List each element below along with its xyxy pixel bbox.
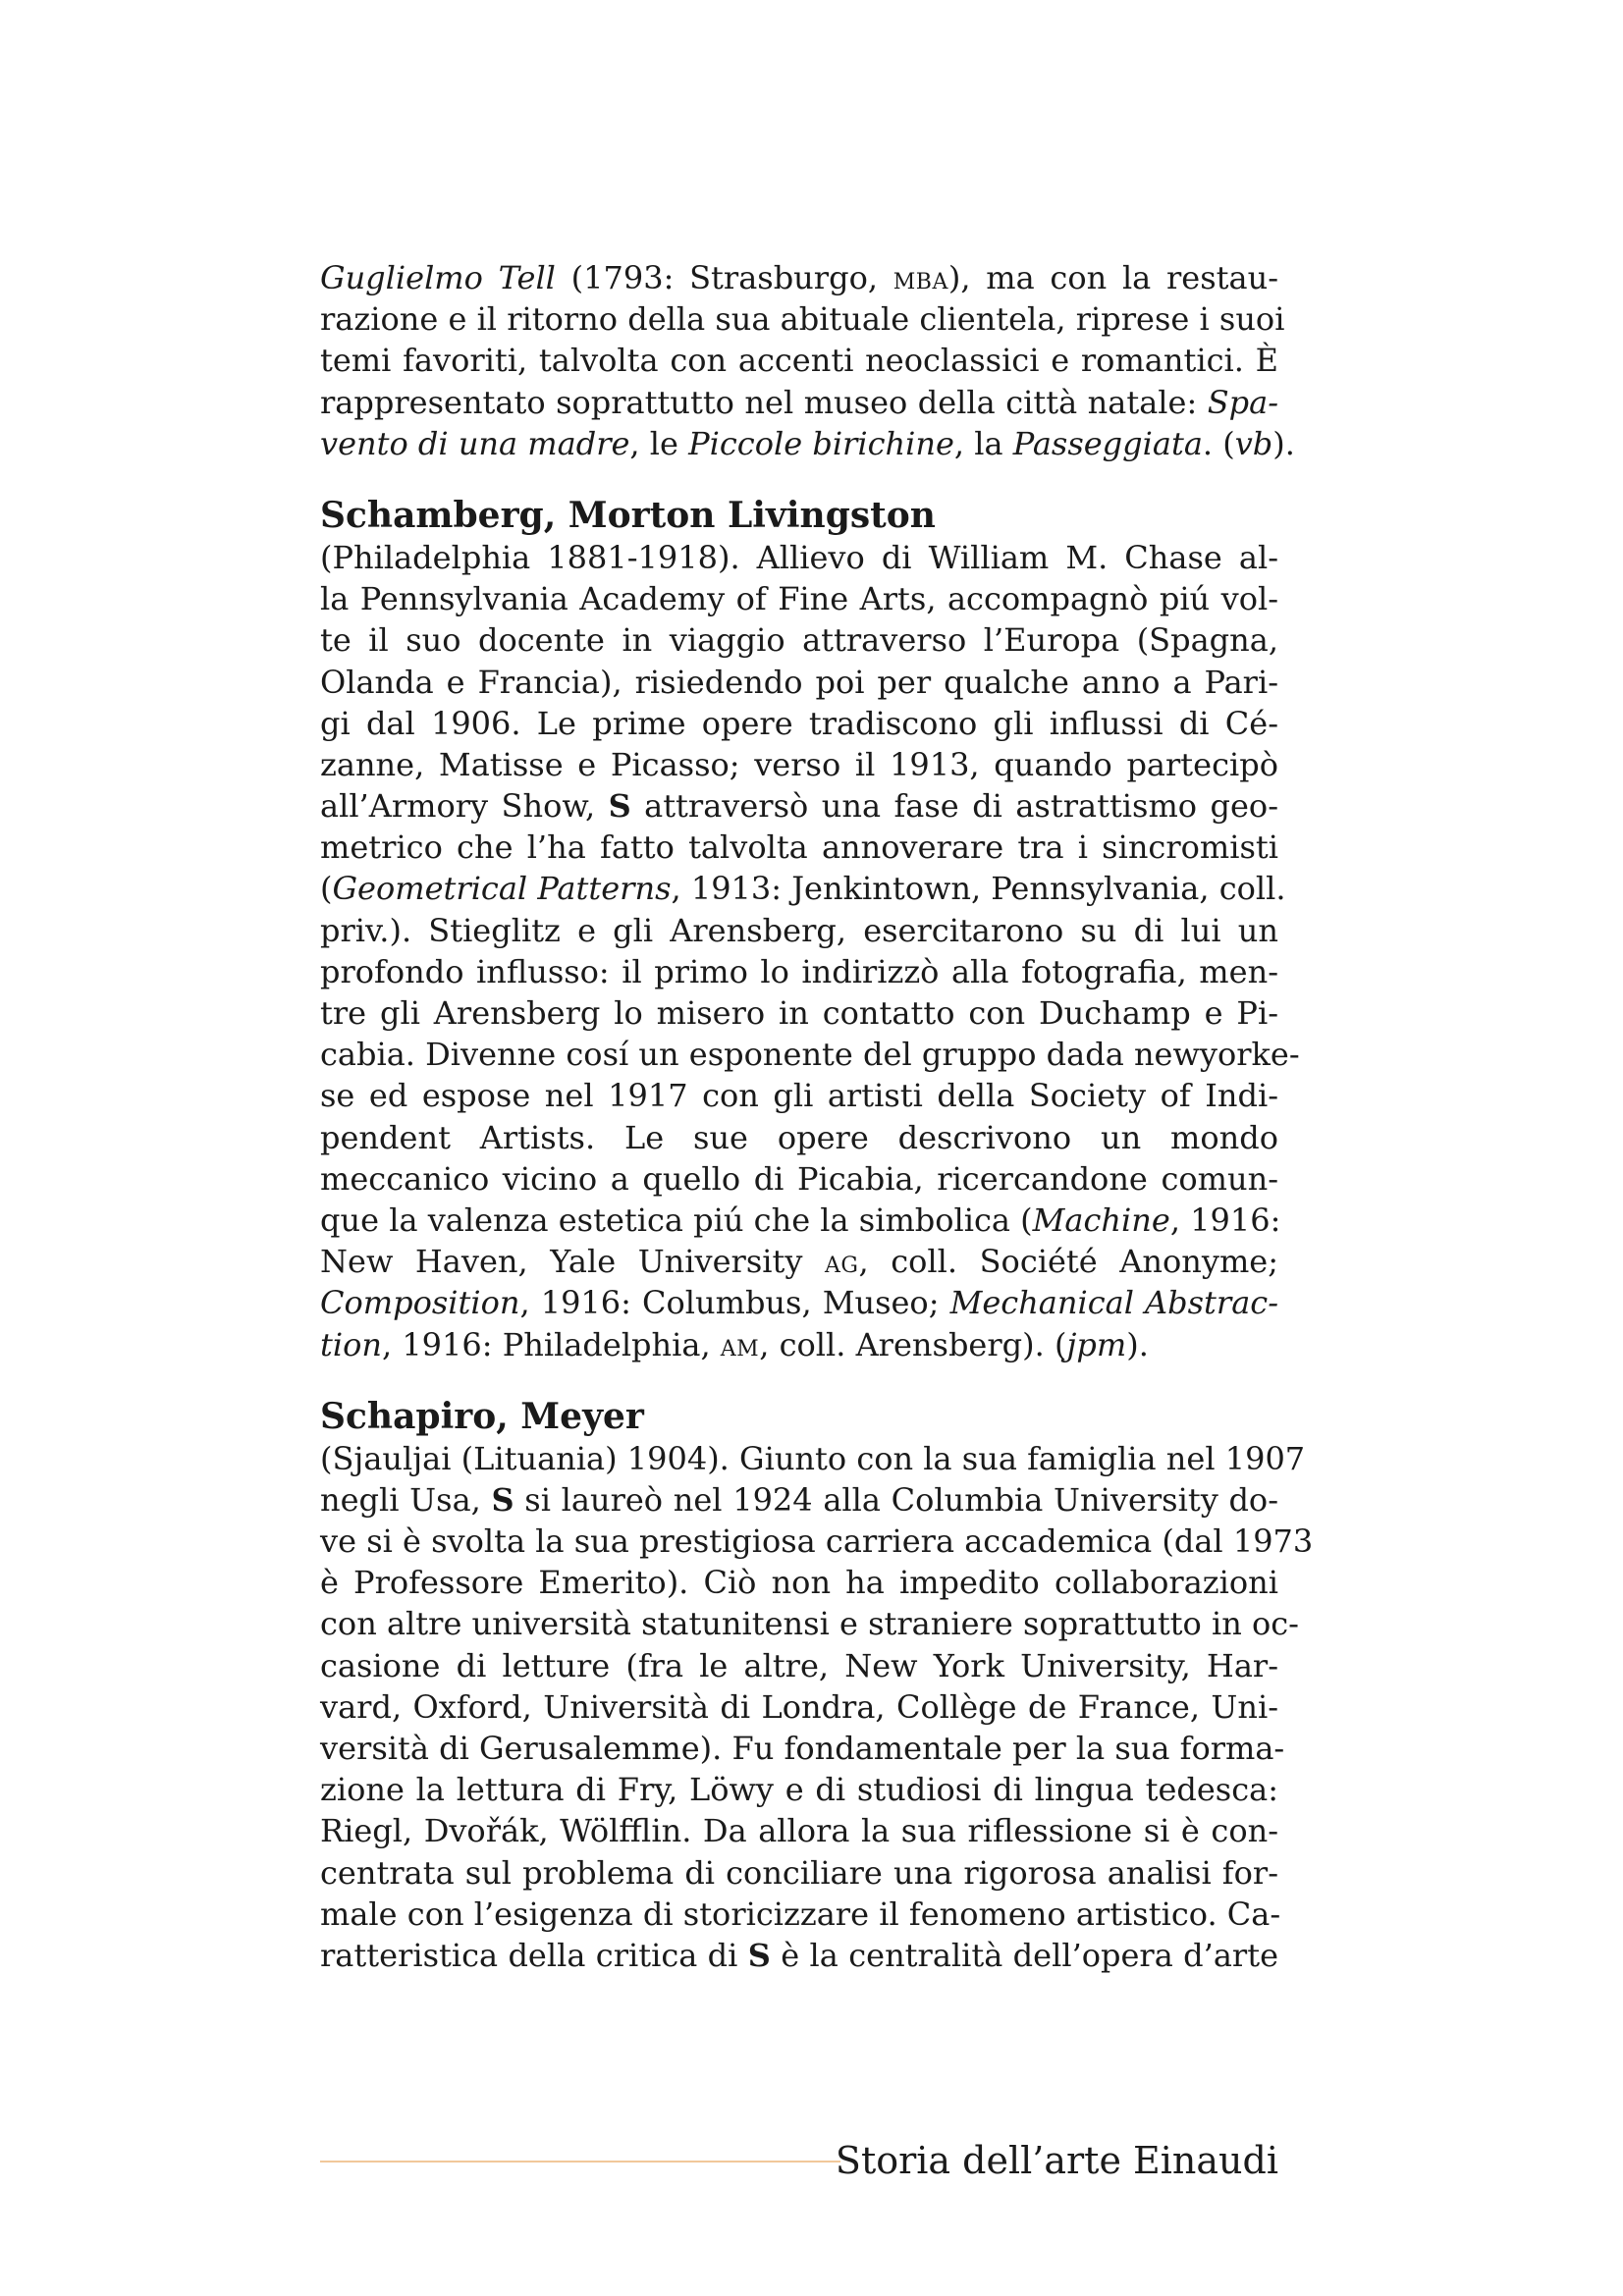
museum-abbrev: mba <box>893 259 948 296</box>
text-line: pendent Artists. Le sue opere descrivono un mondo <box>320 1118 1278 1156</box>
artwork-title: Geometrical Patterns <box>332 870 672 908</box>
text-line: centrata sul problema di conciliare una rigorosa analisi for- <box>320 1853 1278 1892</box>
artwork-title: Guglielmo Tell <box>320 259 556 296</box>
text-line: la Pennsylvania Academy of Fine Arts, accompagnò piú vol- <box>320 580 1278 618</box>
text-line: priv.). Stieglitz e gli Arensberg, esercitarono su di lui un <box>320 911 1278 949</box>
museum-abbrev: am <box>720 1325 760 1363</box>
text-line: casione di letture (fra le altre, New York University, Har- <box>320 1646 1278 1684</box>
text-line: tre gli Arensberg lo misero in contatto con Duchamp e Pi- <box>320 994 1278 1032</box>
author-initials: vb <box>1234 424 1273 462</box>
text-line: meccanico vicino a quello di Picabia, ricercandone comun- <box>320 1159 1278 1198</box>
text-line: tion, 1916: Philadelphia, am, coll. Arensberg). (jpm). <box>320 1325 1149 1363</box>
text-line: profondo influsso: il primo lo indirizzò alla fotografia, men- <box>320 952 1278 990</box>
text-line: ve si è svolta la sua prestigiosa carriera accademica (dal 1973 <box>320 1522 1314 1561</box>
text-line: ratteristica della critica di S è la centralità dell’opera d’arte <box>320 1936 1279 1974</box>
artwork-title: Passeggiata <box>1012 424 1203 462</box>
artwork-title: Machine <box>1032 1201 1170 1239</box>
artwork-title: tion <box>320 1325 382 1363</box>
page-body <box>320 257 1314 1976</box>
intro-paragraph <box>320 257 1295 464</box>
subject-abbrev: S <box>491 1480 514 1519</box>
text-line: metrico che l’ha fatto talvolta annoverare tra i sincromisti <box>320 828 1278 867</box>
entry-heading: Schamberg, Morton Livingston <box>320 494 936 536</box>
text-line: temi favoriti, talvolta con accenti neoclassici e romantici. È <box>320 342 1278 380</box>
artwork-title: vento di una madre <box>320 424 630 462</box>
text-line: male con l’esigenza di storicizzare il fenomeno artistico. Ca- <box>320 1895 1281 1933</box>
text-line: cabia. Divenne cosí un esponente del gruppo dada newyorke- <box>320 1036 1300 1074</box>
text-line: versità di Gerusalemme). Fu fondamentale per la sua forma- <box>320 1730 1285 1767</box>
entry-heading: Schapiro, Meyer <box>320 1395 644 1437</box>
text-line: all’Armory Show, S attraversò una fase di astrattismo geo- <box>320 787 1279 826</box>
artwork-title: Mechanical Abstrac- <box>949 1284 1279 1322</box>
artwork-title: Spa- <box>1207 383 1278 421</box>
text-line: New Haven, Yale University ag, coll. Société Anonyme; <box>320 1243 1279 1281</box>
text-line: que la valenza estetica piú che la simbolica (Machine, 1916: <box>320 1201 1281 1239</box>
text-line: Riegl, Dvořák, Wölfflin. Da allora la sua riflessione si è con- <box>320 1812 1278 1850</box>
subject-abbrev: S <box>608 787 631 826</box>
text-line: vard, Oxford, Università di Londra, Collège de France, Uni- <box>320 1687 1278 1726</box>
subject-abbrev: S <box>747 1936 771 1974</box>
text-line: (Geometrical Patterns, 1913: Jenkintown, Pennsylvania, coll. <box>320 870 1286 908</box>
text-line: se ed espose nel 1917 con gli artisti della Society of Indi- <box>320 1077 1278 1115</box>
footer-rule <box>320 2161 840 2163</box>
text-line: (Sjauljai (Lituania) 1904). Giunto con la sua famiglia nel 1907 <box>320 1439 1306 1477</box>
text-line: con altre università statunitensi e straniere soprattutto in oc- <box>320 1605 1299 1643</box>
text-line: negli Usa, S si laureò nel 1924 alla Columbia University do- <box>320 1480 1279 1519</box>
text-line: razione e il ritorno della sua abituale clientela, riprese i suoi <box>320 300 1285 339</box>
artwork-title: Composition <box>320 1284 520 1322</box>
text-line: Olanda e Francia), risiedendo poi per qualche anno a Pari- <box>320 663 1278 701</box>
text-line: gi dal 1906. Le prime opere tradiscono gli influssi di Cé- <box>320 704 1278 742</box>
text-line: Guglielmo Tell (1793: Strasburgo, mba), ma con la restau- <box>320 259 1279 296</box>
text-line: rappresentato soprattutto nel museo della città natale: Spa- <box>320 383 1278 421</box>
entry-schamberg <box>320 494 1300 1365</box>
text-line: (Philadelphia 1881-1918). Allievo di William M. Chase al- <box>320 538 1278 576</box>
entry-schapiro <box>320 1395 1314 1976</box>
museum-abbrev: ag <box>825 1243 859 1281</box>
text-line: zanne, Matisse e Picasso; verso il 1913, quando partecipò <box>320 745 1278 783</box>
author-initials: jpm <box>1066 1325 1127 1363</box>
text-line: è Professore Emerito). Ciò non ha impedito collaborazioni <box>320 1564 1278 1602</box>
text-line: zione la lettura di Fry, Löwy e di studiosi di lingua tedesca: <box>320 1771 1278 1809</box>
artwork-title: Piccole birichine <box>688 424 954 462</box>
footer-title: Storia dell’arte Einaudi <box>835 2139 1278 2182</box>
page-footer <box>320 2109 1278 2182</box>
text-line: te il suo docente in viaggio attraverso l’Europa (Spagna, <box>320 621 1278 660</box>
text-line: Composition, 1916: Columbus, Museo; Mechanical Abstrac- <box>320 1284 1279 1322</box>
text-line: vento di una madre, le Piccole birichine, la Passeggiata. (vb). <box>320 424 1295 462</box>
